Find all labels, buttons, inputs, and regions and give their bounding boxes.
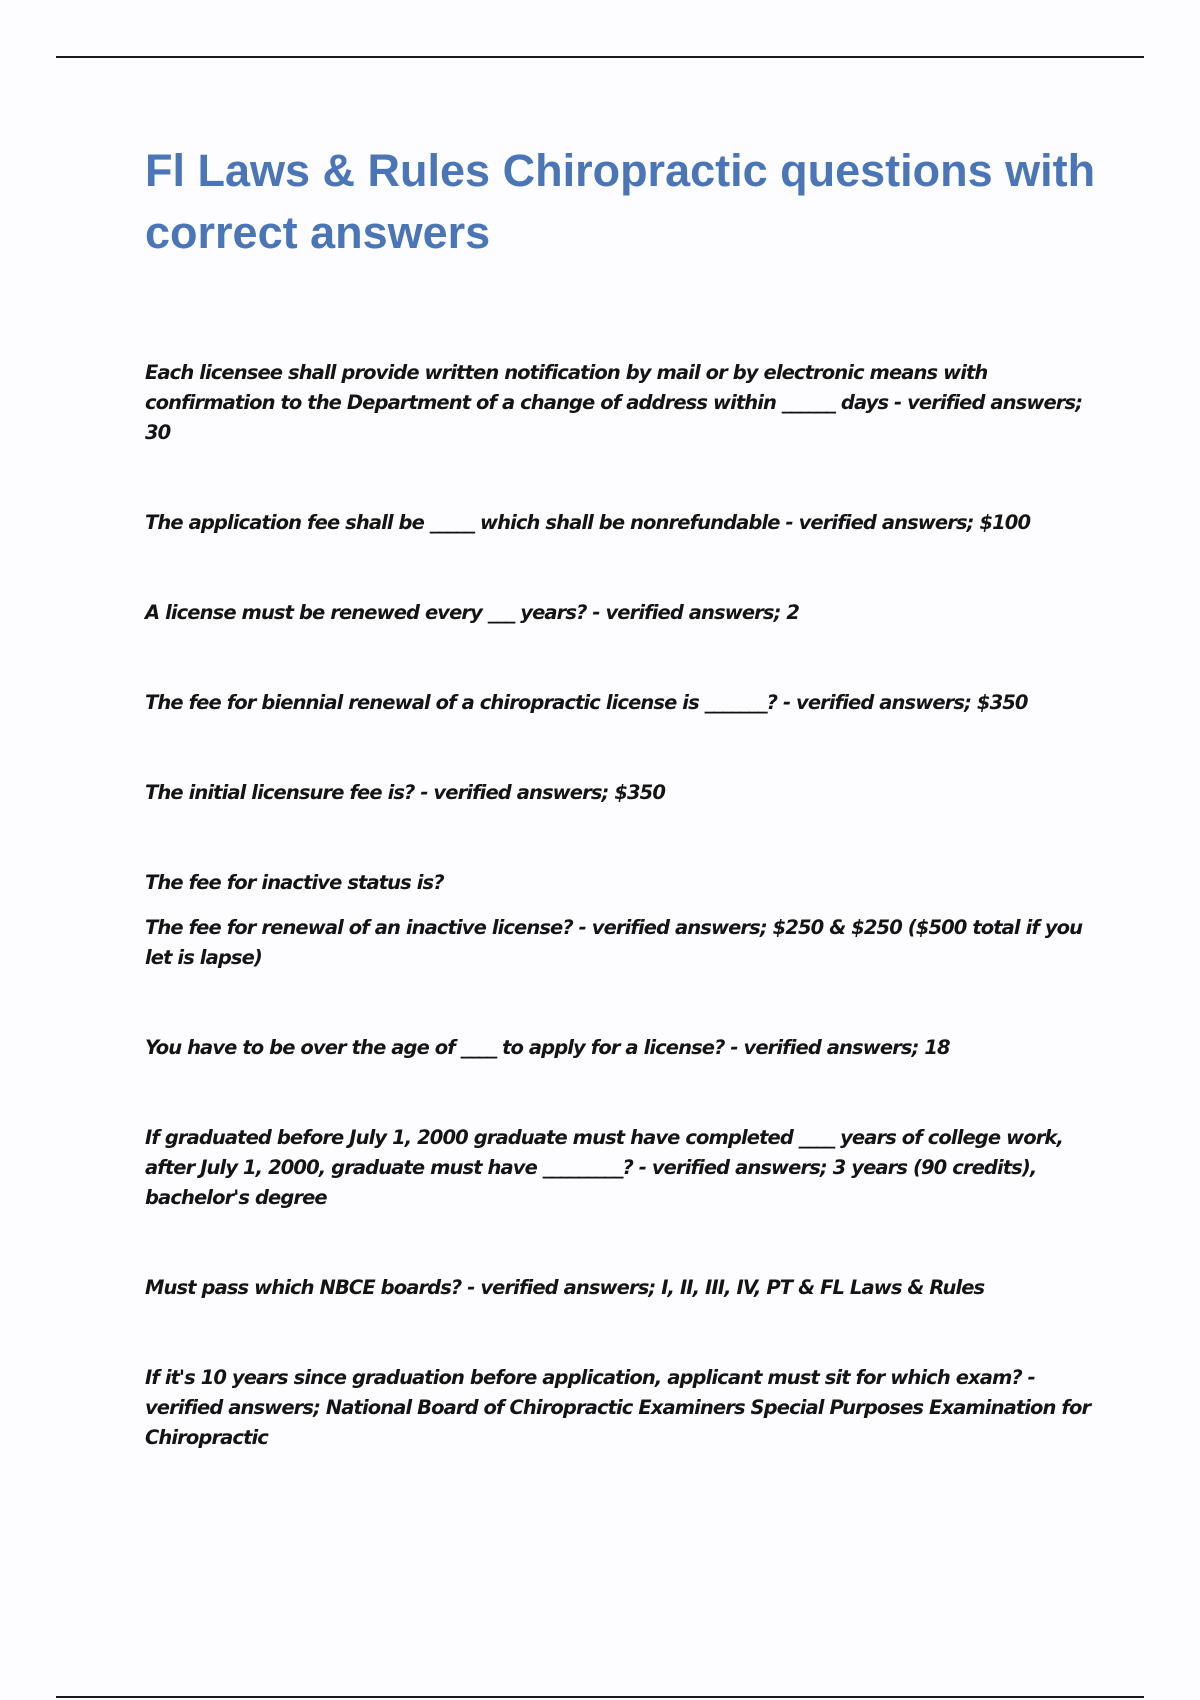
qa-item-nbce-boards: Must pass which NBCE boards? - verified answers; I, II, III, IV, PT & FL Laws & Rules (145, 1276, 985, 1299)
qa-item-education-requirement: If graduated before July 1, 2000 graduate must have completed ____ years of college work, after July 1, 2000, graduate must have _________? - verified answers; 3 years (90 credits), bachelor's degree (145, 1126, 1063, 1209)
qa-item-address-change: Each licensee shall provide written notification by mail or by electronic means with confirmation to the Department of a change of address within ______ days - verified answers; 30 (145, 361, 1083, 444)
footer-rule (56, 1696, 1144, 1698)
qa-list (145, 358, 1105, 1453)
qa-item-inactive-status-fee: The fee for inactive status is? (145, 871, 444, 894)
qa-item-special-purposes-exam: If it's 10 years since graduation before application, applicant must sit for which exam? - verified answers; National Board of Chiropractic Examiners Special Purposes Examination for Chiropractic (145, 1366, 1091, 1449)
qa-item-inactive-renewal-fee: The fee for renewal of an inactive license? - verified answers; $250 & $250 ($500 total if you let is lapse) (145, 916, 1083, 969)
qa-item-application-fee: The application fee shall be _____ which shall be nonrefundable - verified answers; $100 (145, 511, 1031, 534)
qa-item-initial-licensure-fee: The initial licensure fee is? - verified answers; $350 (145, 781, 665, 804)
qa-item-renewal-period: A license must be renewed every ___ years? - verified answers; 2 (145, 601, 800, 624)
header-rule (56, 56, 1144, 58)
document-title: Fl Laws & Rules Chiropractic questions with correct answers (145, 145, 1096, 258)
qa-item-biennial-renewal-fee: The fee for biennial renewal of a chiropractic license is _______? - verified answers; $350 (145, 691, 1028, 714)
qa-item-minimum-age: You have to be over the age of ____ to apply for a license? - verified answers; 18 (145, 1036, 950, 1059)
